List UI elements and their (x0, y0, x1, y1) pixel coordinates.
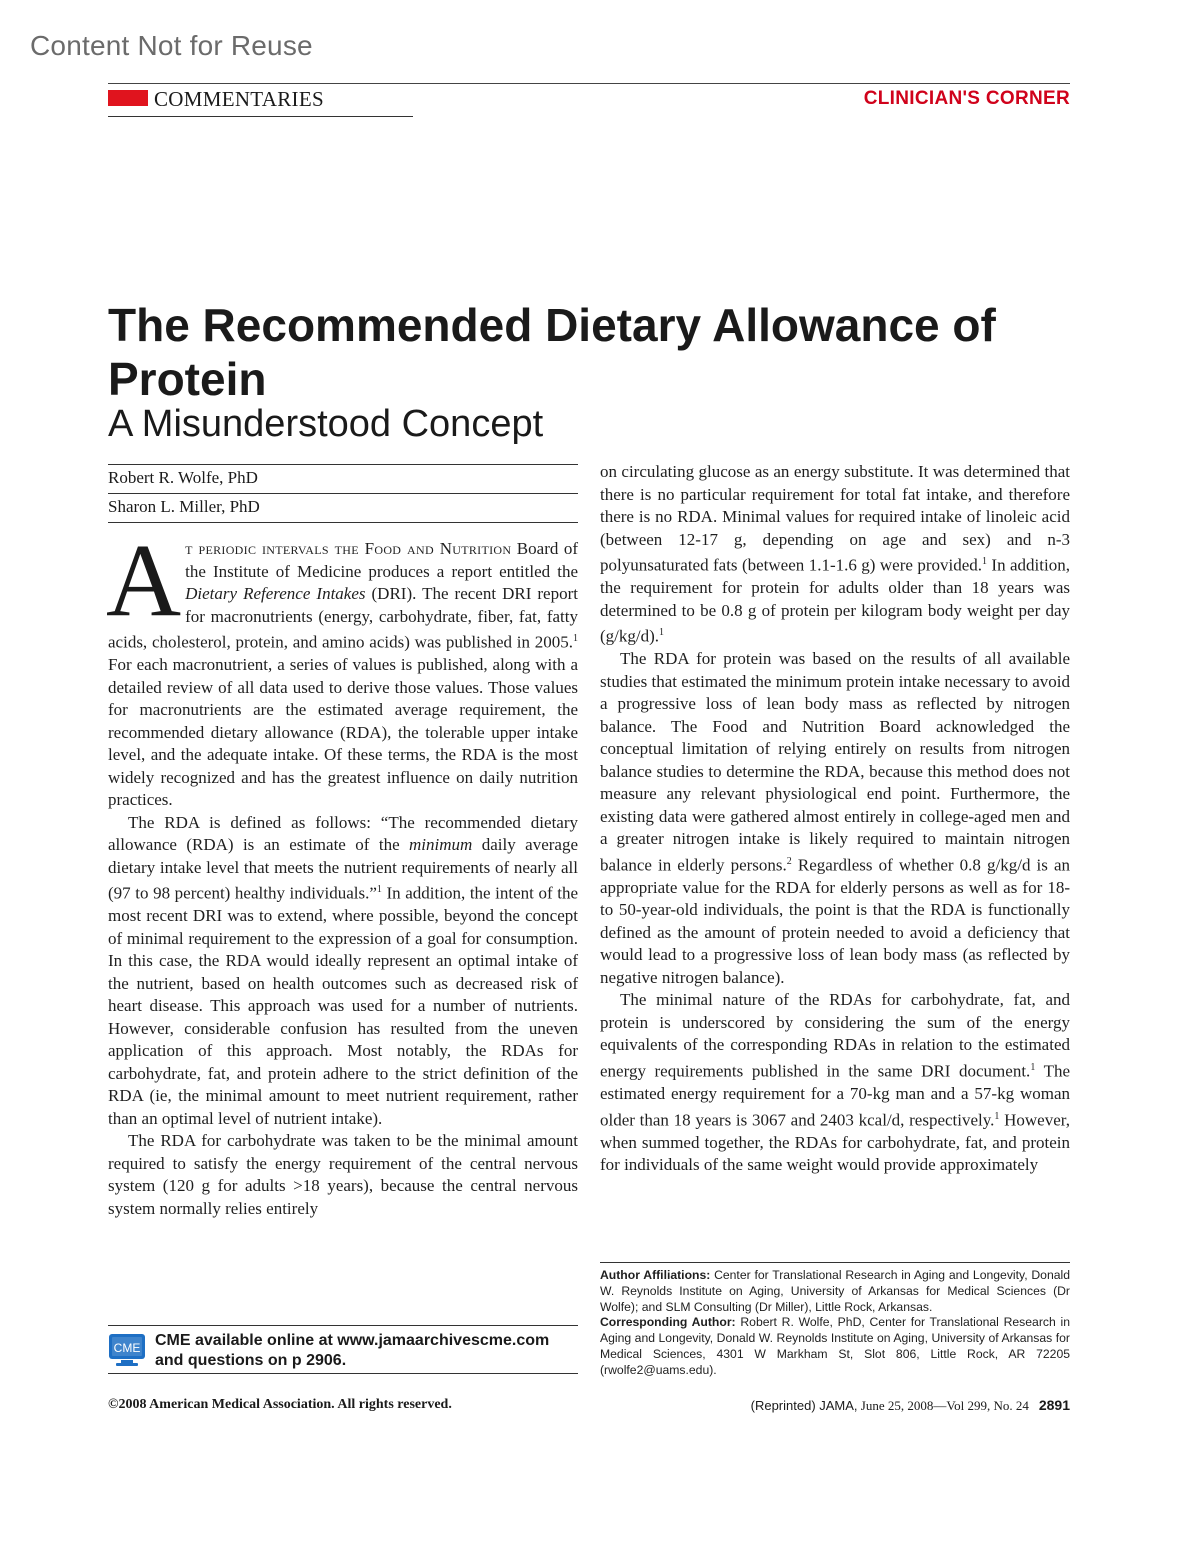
page-number: 2891 (1038, 1397, 1070, 1413)
affiliations-paragraph: Author Affiliations: Center for Translational Research in Aging and Longevity, Donald W. Reynolds Institute on Aging, University of Arkansas for Medical Sciences (Dr Wolfe); and SLM Consulting (Dr Miller), Little Rock, Arkansas. (600, 1268, 1070, 1314)
section-label: COMMENTARIES (154, 87, 324, 111)
cme-questions-text: and questions on p 2906. (155, 1352, 347, 1369)
paragraph: The RDA is defined as follows: “The recommended dietary allowance (RDA) is an estimate of the minimum daily average dietary intake level that meets the nutrient requirements of nearly all (97 to 98 percent) healthy individuals.”$^1$ In addition, the intent of the most recent DRI was to extend, where possible, beyond the concept of minimal requirement to the expression of a goal for consumption. In this case, the RDA would ideally represent an optimal intake of the nutrient, based on health outcomes such as decreased risk of heart disease. This approach was used for a number of nutrients. However, considerable confusion has resulted from the uneven application of this approach. Most notably, the RDAs for carbohydrate, fat, and protein adhere to the strict definition of the RDA (ie, the minimal amount to meet nutrient requirement, rather than an optimal level of nutrient intake). (108, 812, 579, 1128)
report-title: Dietary Reference Intakes (185, 584, 366, 603)
author-rule (108, 493, 578, 494)
paragraph: The minimal nature of the RDAs for carbohydrate, fat, and protein is underscored by considering the sum of the energy equivalents of the corresponding RDAs in relation to the estimated energy requirements published in the same DRI document.$^1$ The estimated energy requirement for a 70-kg man and a 57-kg woman older than 18 years is 3067 and 2403 kcal/d, respectively.$^1$ However, when summed together, the RDAs for carbohydrate, fat, and protein for individuals of the same weight would provide approximately (600, 990, 1071, 1175)
cme-rule (108, 1373, 578, 1374)
top-rule (108, 83, 1070, 84)
copyright: ©2008 American Medical Association. All rights reserved. (108, 1397, 452, 1412)
author-affiliations (600, 1268, 1070, 1379)
author-name: Sharon L. Miller, PhD (108, 497, 260, 516)
reference-marker: 1 (994, 1110, 1000, 1122)
cme-link-text: CME available online at www.jamaarchivescme.com (155, 1332, 550, 1349)
section-accent-block (108, 90, 148, 106)
paragraph: The RDA for carbohydrate was taken to be the minimal amount required to satisfy the energy requirement of the central nervous system (120 g for adults >18 years), because the central nervous system normally relies entirely (108, 1131, 578, 1218)
lead-in: t periodic intervals the Food and Nutrition (185, 539, 512, 558)
watermark: Content Not for Reuse (30, 30, 313, 61)
paragraph: At periodic intervals the Food and Nutrition Board of the Institute of Medicine produces a report entitled the Dietary Reference Intakes (DRI). The recent DRI report for macronutrients (energy, carbohydrate, fiber, fat, fatty acids, cholesterol, protein, and amino acids) was published in 2005.$^1$ For each macronutrient, a series of values is published, along with a detailed review of all data used to derive those values. Those values for macronutrients are the estimated average requirement, the recommended dietary allowance (RDA), the tolerable upper intake level, and the adequate intake. Of these terms, the RDA is the most widely recognized and has the greatest influence on daily nutrition practices. (106, 523, 578, 810)
reference-marker: 2 (786, 855, 792, 867)
paragraph: The RDA for protein was based on the results of all available studies that estimated the minimum protein intake necessary to avoid a progressive loss of lean body mass as reflected by nitrogen balance. The Food and Nutrition Board acknowledged the conceptual limitation of relying entirely on results from nitrogen balance studies to determine the RDA, because this method does not measure any relevant physiological end point. Furthermore, the existing data were gathered almost entirely in college-aged men and a greater nitrogen intake is likely required to maintain nitrogen balance in elderly persons.$^2$ Regardless of whether 0.8 g/kg/d is an appropriate value for the RDA for elderly persons as well as for 18- to 50-year-old individuals, the point is that the RDA is functionally defined as the amount of protein needed to avoid a deficiency that would lead to a progressive loss of lean body mass (as reflected by negative nitrogen balance). (600, 649, 1071, 987)
cme-icon-label: CME (113, 1341, 141, 1355)
cme-notice (155, 1331, 575, 1371)
affiliations-rule (600, 1262, 1070, 1263)
right-column (600, 461, 1070, 1177)
section-underline (108, 116, 413, 117)
corresponding-author-paragraph: Corresponding Author: Robert R. Wolfe, PhD, Center for Translational Research in Aging and Longevity, Donald W. Reynolds Institute on Aging, University of Arkansas for Medical Sciences, 4301 W Markham St, Slot 806, Little Rock, AR 72205 (rwolfe2@uams.edu). (600, 1315, 1070, 1377)
citation-footer: (Reprinted) JAMA, June 25, 2008—Vol 299, No. 24 2891 (750, 1397, 1070, 1413)
reference-marker: 1 (982, 556, 987, 567)
article-subtitle: A Misunderstood Concept (108, 403, 544, 445)
reference-marker: 1 (573, 633, 578, 644)
reference-marker: 1 (376, 884, 382, 896)
article-title: The Recommended Dietary Allowance of Protein (108, 299, 996, 405)
author-name: Robert R. Wolfe, PhD (108, 468, 258, 487)
drop-cap: A (106, 523, 182, 638)
left-column (106, 523, 579, 1220)
paragraph: on circulating glucose as an energy substitute. It was determined that there is no particular requirement for total fat intake, and therefore there is no RDA. Minimal values for required intake of linoleic acid (between 12-17 g, depending on age and sex) and n-3 polyunsaturated fats (between 1.1-1.6 g) were provided.$^1$ In addition, the requirement for protein for adults older than 18 years was determined to be 0.8 g of protein per kilogram body weight per day (g/kg/d).$^1$ (600, 462, 1070, 646)
cme-computer-icon (108, 1333, 146, 1367)
author-rule (108, 464, 578, 465)
corner-label: CLINICIAN'S CORNER (863, 88, 1070, 109)
reference-marker: 1 (659, 627, 665, 639)
reference-marker: 1 (1030, 1061, 1036, 1073)
cme-rule (108, 1325, 578, 1326)
